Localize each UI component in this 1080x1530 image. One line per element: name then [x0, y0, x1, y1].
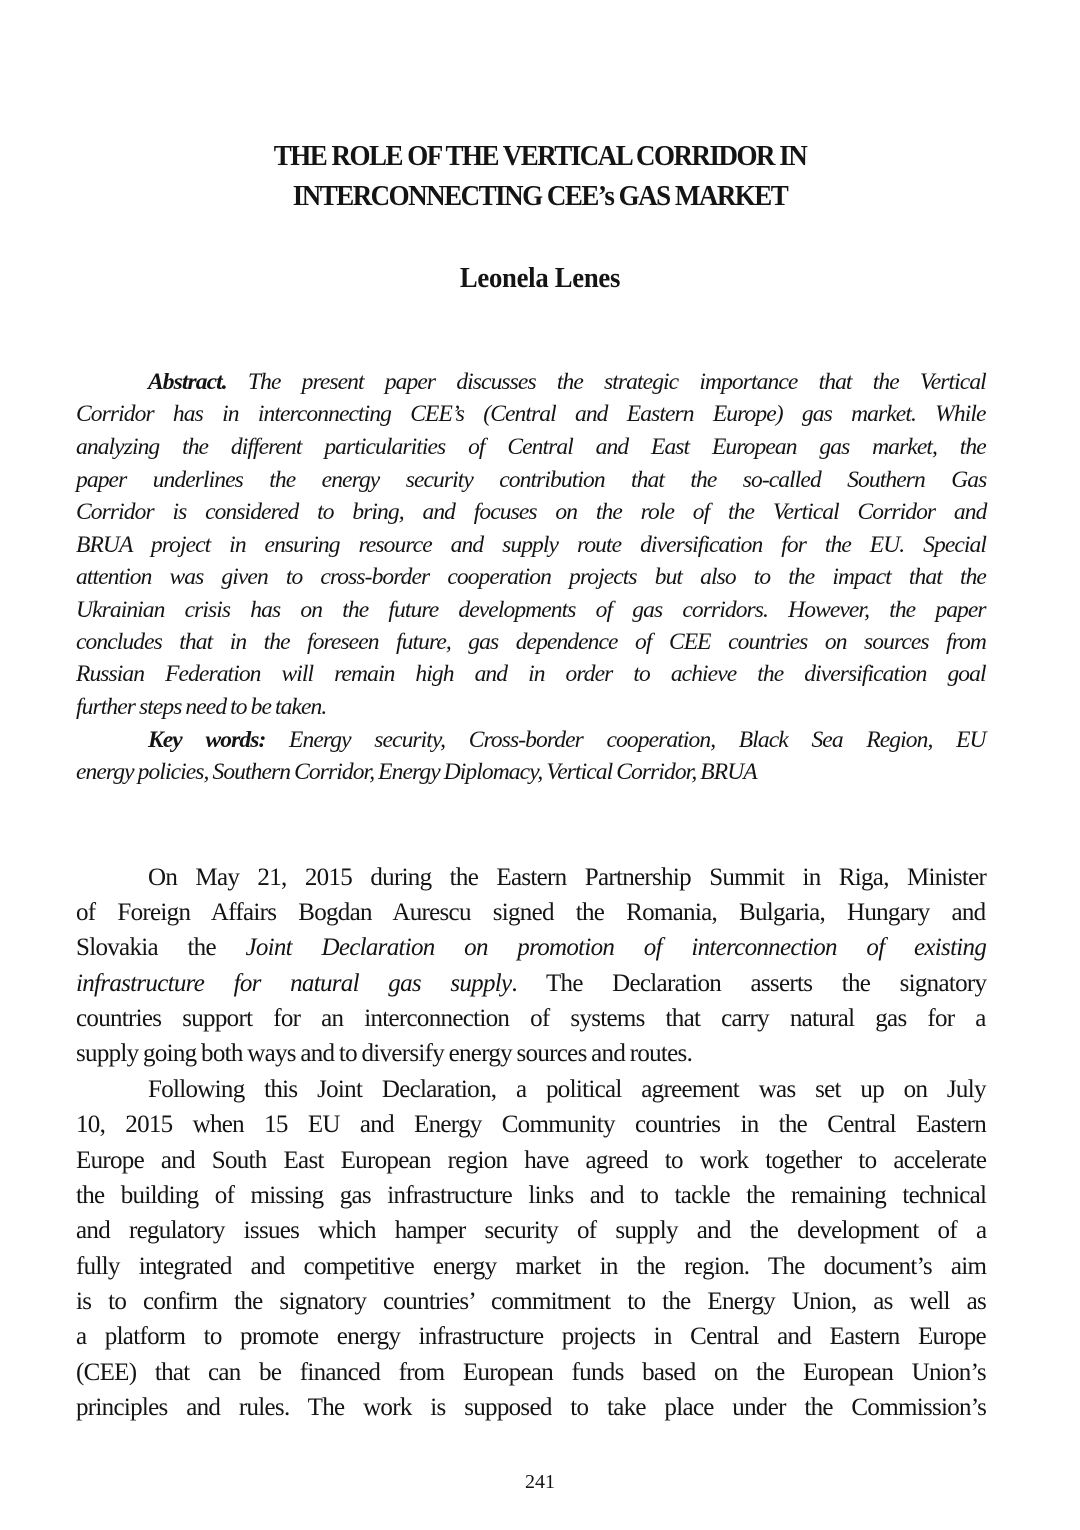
abstract-line: analyzing the different particularities of Central and East European gas market, the	[76, 434, 986, 460]
body-line: fully integrated and competitive energy market in the region. The document’s aim	[76, 1253, 987, 1280]
body-line: the building of missing gas infrastructure links and to tackle the remaining technical	[76, 1182, 987, 1209]
abstract-line: Ukrainian crisis has on the future developments of gas corridors. However, the paper	[76, 597, 986, 623]
body-line: 10, 2015 when 15 EU and Energy Community countries in the Central Eastern	[76, 1111, 987, 1138]
body-line: countries support for an interconnection of systems that carry natural gas for a	[76, 1005, 986, 1032]
abstract-line: concludes that in the foreseen future, gas dependence of CEE countries on sources from	[76, 629, 986, 655]
keywords-line: energy policies, Southern Corridor, Energy Diplomacy, Vertical Corridor, BRUA	[76, 759, 757, 785]
body-line: and regulatory issues which hamper security of supply and the development of a	[76, 1217, 987, 1244]
author-name: Leonela Lenes	[459, 262, 621, 294]
abstract-line: BRUA project in ensuring resource and supply route diversification for the EU. Special	[76, 532, 987, 558]
body-line: infrastructure for natural gas supply. The Declaration asserts the signatory	[76, 970, 987, 997]
keywords-line: Key words: Energy security, Cross-border cooperation, Black Sea Region, EU	[148, 727, 986, 753]
body-line: Europe and South East European region have agreed to work together to accelerate	[76, 1147, 987, 1174]
abstract-line: Abstract. The present paper discusses the strategic importance that the Vertical	[148, 369, 986, 395]
body-line: On May 21, 2015 during the Eastern Partnership Summit in Riga, Minister	[148, 864, 987, 891]
abstract-line: paper underlines the energy security contribution that the so-called Southern Gas	[76, 467, 987, 493]
abstract-line: Russian Federation will remain high and in order to achieve the diversification goal	[76, 661, 986, 687]
body-line: Following this Joint Declaration, a political agreement was set up on July	[148, 1076, 986, 1103]
body-line: is to confirm the signatory countries’ commitment to the Energy Union, as well as	[76, 1288, 987, 1315]
body-line: a platform to promote energy infrastructure projects in Central and Eastern Europe	[76, 1323, 986, 1350]
body-line: principles and rules. The work is supposed to take place under the Commission’s	[76, 1394, 987, 1421]
paper-title	[0, 136, 1080, 216]
abstract-line: Corridor has in interconnecting CEE’s (Central and Eastern Europe) gas market. While	[76, 401, 986, 427]
title-line-1: THE ROLE OF THE VERTICAL CORRIDOR IN	[273, 140, 807, 172]
abstract-label: Abstract.	[148, 369, 227, 395]
declaration-title-cont: infrastructure for natural gas supply	[76, 970, 512, 997]
declaration-title: Joint Declaration on promotion of interconnection of existing	[245, 934, 987, 961]
abstract-line: Corridor is considered to bring, and focuses on the role of the Vertical Corridor and	[76, 499, 987, 525]
page-number: 241	[525, 1471, 555, 1493]
body-line: supply going both ways and to diversify energy sources and routes.	[76, 1040, 693, 1067]
body-line: of Foreign Affairs Bogdan Aurescu signed the Romania, Bulgaria, Hungary and	[76, 899, 986, 926]
abstract-line: further steps need to be taken.	[76, 694, 327, 720]
body-line: (CEE) that can be financed from European funds based on the European Union’s	[76, 1359, 986, 1386]
title-line-2: INTERCONNECTING CEE’s GAS MARKET	[292, 180, 788, 212]
abstract-line: attention was given to cross-border cooperation projects but also to the impact that the	[76, 564, 986, 590]
keywords-label: Key words:	[148, 727, 266, 753]
body-line: Slovakia the Joint Declaration on promotion of interconnection of existing	[76, 934, 987, 961]
